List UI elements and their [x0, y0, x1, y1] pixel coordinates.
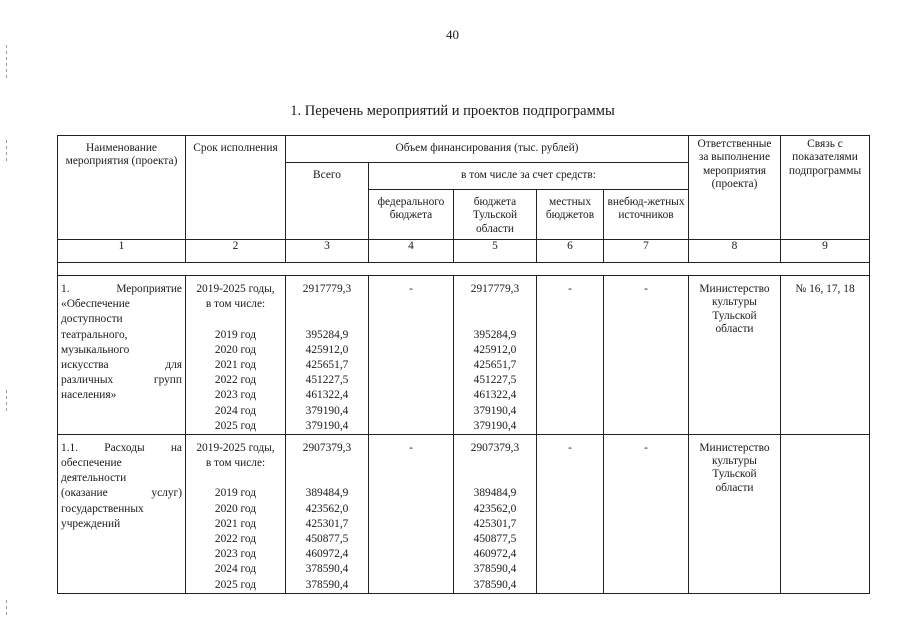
- margin-ticks-top: [6, 45, 8, 81]
- local-value: -: [568, 441, 572, 454]
- term-cell: [186, 434, 286, 593]
- federal-value: -: [409, 283, 413, 295]
- header-financing: Объем финансирования (тыс. рублей): [286, 136, 689, 163]
- regional-year-value: 379190,4: [473, 419, 517, 432]
- regional-year-value: 425651,7: [473, 358, 517, 371]
- measure-name-cell: [58, 276, 186, 435]
- extra-budget-value: -: [644, 441, 648, 454]
- column-number: 2: [186, 240, 286, 263]
- term-cell: [186, 276, 286, 435]
- total-year-value: 389484,9: [305, 487, 349, 500]
- regional-year-value: 460972,4: [473, 548, 517, 561]
- total-cell: [286, 276, 369, 435]
- measure-name-line: «Обеспечение: [61, 298, 130, 311]
- column-number: 8: [689, 240, 781, 263]
- regional-year-value: 425301,7: [473, 517, 517, 530]
- regional-year-value: 450877,5: [473, 533, 517, 545]
- measure-name-line: искусства для: [61, 358, 182, 371]
- term-year: 2021 год: [214, 517, 257, 530]
- term-year: 2023 год: [214, 548, 257, 561]
- local-cell: [537, 276, 604, 435]
- total-year-value: 379190,4: [305, 419, 349, 432]
- margin-ticks-low: [6, 390, 8, 414]
- header-regional: бюджета Тульской области: [454, 190, 537, 240]
- total-year-value: 461322,4: [305, 389, 349, 402]
- header-indicators-link: Связь с показателями подпрограммы: [781, 136, 870, 240]
- extra-budget-cell: [604, 276, 689, 435]
- measure-name-line: 1. Мероприятие: [61, 283, 182, 295]
- extra-budget-value: -: [644, 283, 648, 295]
- term-year: 2020 год: [214, 502, 257, 515]
- header-term: Срок исполнения: [186, 136, 286, 240]
- document-title: 1. Перечень мероприятий и проектов подпрограммы: [290, 103, 615, 119]
- regional-year-value: 461322,4: [473, 389, 517, 402]
- federal-cell: [369, 434, 454, 593]
- spacer-row: [58, 263, 870, 276]
- term-year: 2022 год: [214, 533, 257, 545]
- column-number: 4: [369, 240, 454, 263]
- term-period: 2019-2025 годы,: [196, 283, 275, 295]
- responsible-cell: Министерство культуры Тульской области: [689, 276, 781, 435]
- local-cell: [537, 434, 604, 593]
- measure-name-line: деятельности: [61, 472, 127, 485]
- indicators-link-cell: [781, 434, 870, 593]
- term-period: 2019-2025 годы,: [196, 441, 275, 454]
- header-name: Наименование мероприятия (проекта): [58, 136, 186, 240]
- regional-year-value: 378590,4: [473, 578, 517, 591]
- measure-name-line: (оказание услуг): [61, 487, 182, 500]
- term-including: в том числе:: [205, 457, 266, 470]
- regional-year-value: 451227,5: [473, 374, 517, 387]
- header-including: в том числе за счет средств:: [369, 163, 689, 190]
- total-year-value: 425651,7: [305, 358, 349, 371]
- term-year: 2021 год: [214, 358, 257, 371]
- total-year-value: 460972,4: [305, 548, 349, 561]
- header-total: Всего: [286, 163, 369, 240]
- margin-ticks-mid: [6, 140, 8, 164]
- term-year: 2022 год: [214, 374, 257, 387]
- column-number: 9: [781, 240, 870, 263]
- local-value: -: [568, 283, 572, 295]
- term-year: 2025 год: [214, 419, 257, 432]
- federal-cell: [369, 276, 454, 435]
- measures-table: [57, 135, 870, 594]
- measure-name-line: населения»: [61, 389, 117, 402]
- regional-year-value: 389484,9: [473, 487, 517, 500]
- responsible-cell: Министерство культуры Тульской области: [689, 434, 781, 593]
- column-number: 7: [604, 240, 689, 263]
- extra-budget-cell: [604, 434, 689, 593]
- indicators-link-cell: № 16, 17, 18: [781, 276, 870, 435]
- regional-cell: [454, 276, 537, 435]
- total-year-value: 395284,9: [305, 328, 349, 341]
- total-year-value: 450877,5: [305, 533, 349, 545]
- total-year-value: 425301,7: [305, 517, 349, 530]
- term-year: 2024 год: [214, 404, 257, 417]
- regional-year-value: 379190,4: [473, 404, 517, 417]
- term-year: 2023 год: [214, 389, 257, 402]
- total-cell: [286, 434, 369, 593]
- measure-name-line: обеспечение: [61, 457, 122, 470]
- measure-name-line: учреждений: [61, 517, 121, 530]
- term-year: 2020 год: [214, 343, 257, 356]
- measure-name-cell: [58, 434, 186, 593]
- total-year-value: 379190,4: [305, 404, 349, 417]
- measure-name-line: доступности: [61, 313, 123, 326]
- table-row: [58, 434, 870, 593]
- regional-year-value: 423562,0: [473, 502, 517, 515]
- measure-name-line: театрального,: [61, 328, 128, 341]
- regional-year-value: 378590,4: [473, 563, 517, 576]
- regional-value: 2917779,3: [470, 283, 520, 295]
- table-row: [58, 276, 870, 435]
- regional-year-value: 395284,9: [473, 328, 517, 341]
- total-year-value: 425912,0: [305, 343, 349, 356]
- measure-name-line: различных групп: [61, 374, 182, 387]
- term-year: 2024 год: [214, 563, 257, 576]
- total-year-value: 423562,0: [305, 502, 349, 515]
- term-year: 2019 год: [214, 328, 257, 341]
- total-year-value: 378590,4: [305, 563, 349, 576]
- federal-value: -: [409, 441, 413, 454]
- column-number-row: [58, 240, 870, 263]
- column-number: 1: [58, 240, 186, 263]
- column-number: 3: [286, 240, 369, 263]
- column-number: 5: [454, 240, 537, 263]
- page-number: 40: [446, 27, 459, 42]
- margin-ticks-bottom: [6, 600, 8, 618]
- term-year: 2025 год: [214, 578, 257, 591]
- header-federal: федерального бюджета: [369, 190, 454, 240]
- total-year-value: 378590,4: [305, 578, 349, 591]
- regional-value: 2907379,3: [470, 441, 520, 454]
- measure-name-line: государственных: [61, 502, 144, 515]
- header-local: местных бюджетов: [537, 190, 604, 240]
- measure-name-line: музыкального: [61, 343, 130, 356]
- term-year: 2019 год: [214, 487, 257, 500]
- term-including: в том числе:: [205, 298, 266, 311]
- total-year-value: 451227,5: [305, 374, 349, 387]
- regional-cell: [454, 434, 537, 593]
- measure-name-line: 1.1. Расходы на: [61, 441, 182, 454]
- regional-year-value: 425912,0: [473, 343, 517, 356]
- total-value: 2907379,3: [302, 441, 352, 454]
- header-extra-budget: внебюд-жетных источников: [604, 190, 689, 240]
- total-value: 2917779,3: [302, 283, 352, 295]
- header-responsible: Ответственные за выполнение мероприятия (проекта): [689, 136, 781, 240]
- column-number: 6: [537, 240, 604, 263]
